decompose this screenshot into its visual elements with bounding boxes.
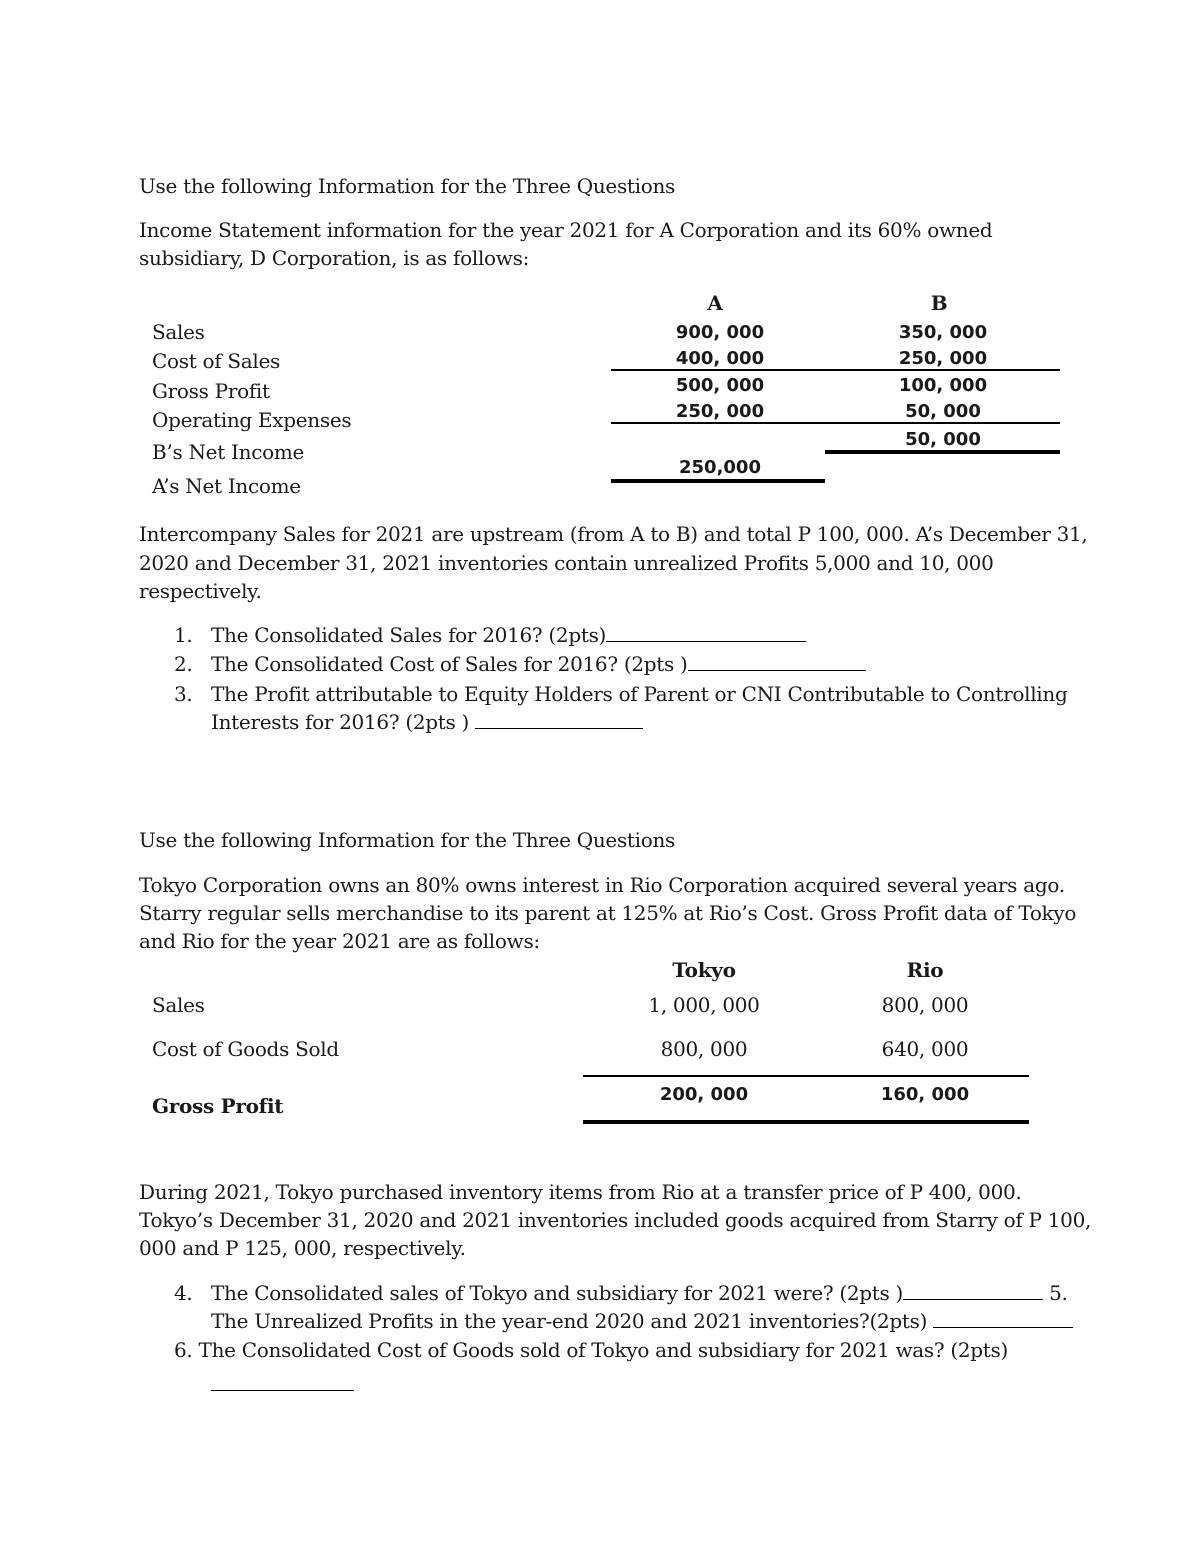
cell-tokyo-cogs: 800, 000 (660, 1037, 748, 1061)
section2-para-line3: 000 and P 125, 000, respectively. (139, 1236, 466, 1260)
row-label-a-net-income: A’s Net Income (152, 474, 301, 498)
section2-intro-line3: and Rio for the year 2021 are as follows: (139, 929, 540, 953)
col-header-tokyo: Tokyo (672, 958, 736, 982)
row-label-b-net-income: B’s Net Income (152, 440, 305, 464)
question-5-number: 5. (1049, 1281, 1068, 1305)
underline-cogs (583, 1075, 1029, 1077)
underline-a-opex (611, 422, 825, 424)
question-2-text: The Consolidated Cost of Sales for 2016? (2pts ) (211, 652, 688, 676)
cell-b-gross-profit: 100, 000 (898, 375, 988, 396)
section1-para-line1: Intercompany Sales for 2021 are upstream (from A to B) and total P 100, 000. A’s December 31, (139, 522, 1088, 546)
question-3-line2 (211, 710, 643, 734)
question-4-number: 4. (174, 1281, 193, 1305)
question-1-number: 1. (174, 623, 193, 647)
section1-para-line2: 2020 and December 31, 2021 inventories contain unrealized Profits 5,000 and 10, 000 (139, 551, 994, 575)
col-header-a: A (707, 291, 723, 315)
section1-intro-line2: subsidiary, D Corporation, is as follows: (139, 246, 530, 270)
question-2 (211, 652, 866, 676)
cell-a-net-income: 250,000 (679, 457, 761, 478)
row-label-gross-profit: Gross Profit (152, 379, 270, 403)
question-6-answer-line (211, 1372, 354, 1396)
section2-intro-line2: Starry regular sells merchandise to its parent at 125% at Rio’s Cost. Gross Profit data of Tokyo (139, 901, 1077, 925)
double-underline-a-net-income (611, 479, 825, 483)
cell-tokyo-gross-profit: 200, 000 (659, 1084, 749, 1105)
row-label-cogs: Cost of Goods Sold (152, 1037, 339, 1061)
row-label-cost-of-sales: Cost of Sales (152, 349, 281, 373)
answer-blank-3[interactable] (475, 710, 643, 729)
section2-heading: Use the following Information for the Three Questions (139, 828, 676, 852)
underline-b-opex (825, 422, 1060, 424)
question-5 (211, 1309, 1073, 1333)
row-label-gross-profit-2: Gross Profit (152, 1094, 284, 1118)
answer-blank-2[interactable] (688, 652, 866, 671)
cell-b-sales: 350, 000 (898, 322, 988, 343)
underline-a-cost (611, 369, 825, 371)
question-2-number: 2. (174, 652, 193, 676)
question-3-text-line2: Interests for 2016? (2pts ) (211, 710, 470, 734)
section1-heading: Use the following Information for the Three Questions (139, 174, 676, 198)
answer-blank-5[interactable] (933, 1309, 1073, 1328)
cell-b-cost-of-sales: 250, 000 (898, 348, 988, 369)
section1-intro-line1: Income Statement information for the year 2021 for A Corporation and its 60% owned (139, 218, 993, 242)
question-4-text: The Consolidated sales of Tokyo and subsidiary for 2021 were? (2pts ) (211, 1281, 904, 1305)
section2-intro-line1: Tokyo Corporation owns an 80% owns interest in Rio Corporation acquired several years ago. (139, 873, 1065, 897)
col-header-rio: Rio (906, 958, 944, 982)
question-3-text-line1: The Profit attributable to Equity Holders of Parent or CNI Contributable to Controlling (211, 682, 1068, 706)
question-3-number: 3. (174, 682, 193, 706)
answer-blank-6[interactable] (211, 1372, 354, 1391)
cell-a-sales: 900, 000 (675, 322, 765, 343)
section2-para-line2: Tokyo’s December 31, 2020 and 2021 inventories included goods acquired from Starry of P 100, (139, 1208, 1092, 1232)
cell-rio-sales: 800, 000 (881, 993, 969, 1017)
cell-a-operating-expenses: 250, 000 (675, 401, 765, 422)
double-underline-b-net-income (825, 450, 1060, 454)
underline-b-cost (825, 369, 1060, 371)
answer-blank-1[interactable] (606, 623, 806, 642)
double-underline-gross-profit (583, 1120, 1029, 1124)
row-label-sales: Sales (152, 320, 205, 344)
question-6-text: 6. The Consolidated Cost of Goods sold of Tokyo and subsidiary for 2021 was? (2pts) (174, 1338, 1008, 1362)
col-header-b: B (930, 291, 948, 315)
row-label-operating-expenses: Operating Expenses (152, 408, 352, 432)
question-5-text: The Unrealized Profits in the year-end 2020 and 2021 inventories?(2pts) (211, 1309, 928, 1333)
cell-b-net-income: 50, 000 (905, 429, 981, 450)
question-1 (211, 623, 806, 647)
cell-a-cost-of-sales: 400, 000 (675, 348, 765, 369)
answer-blank-4[interactable] (903, 1281, 1043, 1300)
cell-rio-gross-profit: 160, 000 (880, 1084, 970, 1105)
row-label-sales-2: Sales (152, 993, 205, 1017)
section2-para-line1: During 2021, Tokyo purchased inventory items from Rio at a transfer price of P 400, 000. (139, 1180, 1022, 1204)
section1-para-line3: respectively. (139, 579, 262, 603)
cell-tokyo-sales: 1, 000, 000 (648, 993, 760, 1017)
question-1-text: The Consolidated Sales for 2016? (2pts) (211, 623, 607, 647)
cell-rio-cogs: 640, 000 (881, 1037, 969, 1061)
cell-a-gross-profit: 500, 000 (675, 375, 765, 396)
cell-b-operating-expenses: 50, 000 (905, 401, 981, 422)
question-4 (211, 1281, 1068, 1305)
